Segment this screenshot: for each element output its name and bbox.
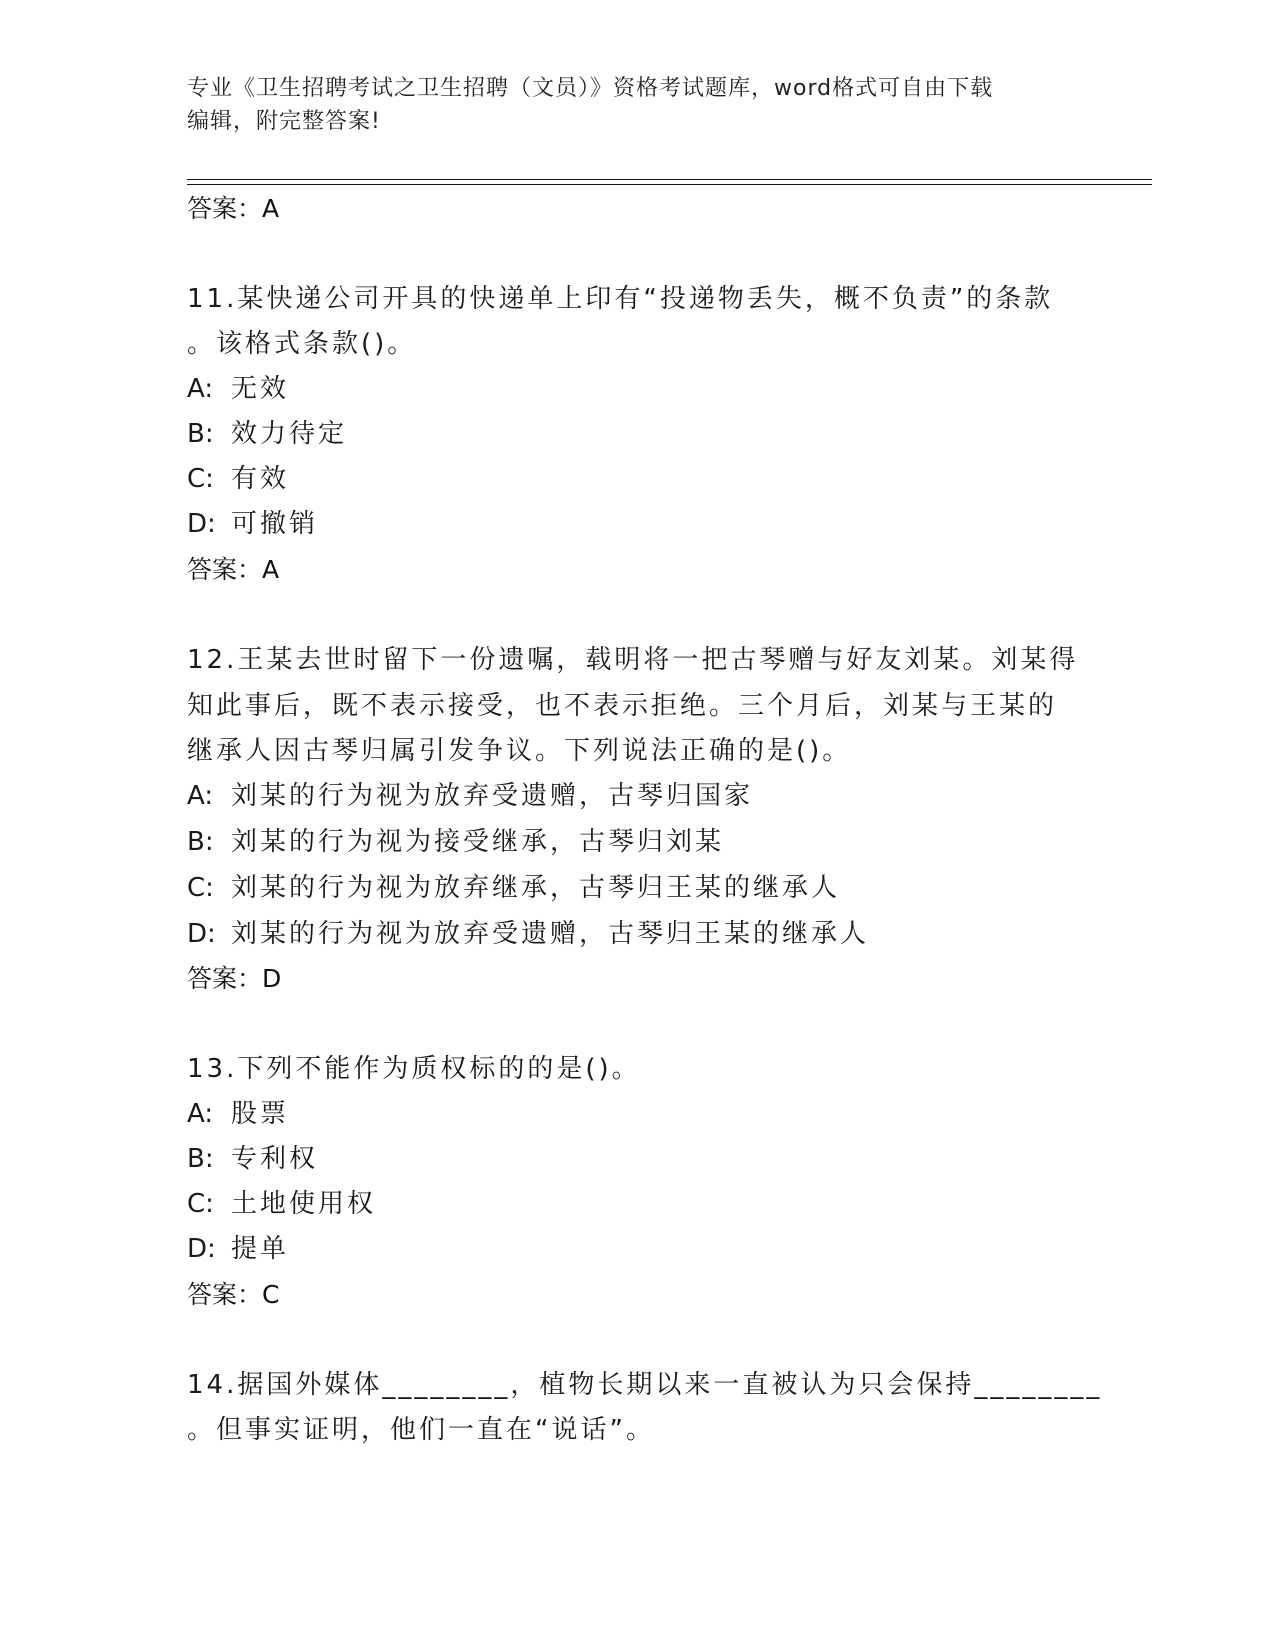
q13-stem-line-1: 13.下列不能作为质权标的的是()。 (187, 1054, 641, 1084)
q11-option-a-text: 无效 (231, 374, 290, 404)
q11-option-a-key: A: (187, 374, 214, 404)
q11-option-a (187, 367, 289, 412)
q13-option-c (187, 1182, 376, 1227)
q11-answer: 答案：A (187, 555, 280, 584)
q13-option-b-key: B: (187, 1144, 214, 1174)
q11-option-b-text: 效力待定 (231, 419, 348, 449)
q12-stem-line-2: 知此事后，既不表示接受，也不表示拒绝。三个月后，刘某与王某的 (187, 691, 1058, 721)
q13-option-c-text: 土地使用权 (231, 1189, 377, 1219)
q12-option-a-key: A: (187, 781, 214, 811)
q12-stem-line-3: 继承人因古琴归属引发争议。下列说法正确的是()。 (187, 736, 852, 766)
q11-option-d-text: 可撤销 (231, 509, 319, 539)
header-line-2: 编辑，附完整答案! (187, 109, 381, 134)
q12-option-d-key: D: (187, 919, 216, 949)
q14-stem-line-2: 。但事实证明，他们一直在“说话”。 (187, 1415, 655, 1445)
q12-answer: 答案：D (187, 964, 282, 993)
q11-stem-line-2: 。该格式条款()。 (187, 329, 417, 359)
q12-option-d-text: 刘某的行为视为放弃受遗赠，古琴归王某的继承人 (231, 919, 870, 949)
q13-option-a-text: 股票 (231, 1099, 290, 1129)
q13-option-b-text: 专利权 (231, 1144, 319, 1174)
q13-option-a-key: A: (187, 1099, 214, 1129)
q13-option-d-text: 提单 (231, 1234, 290, 1264)
header-divider-top (187, 179, 1152, 180)
q11-option-c-text: 有效 (231, 464, 290, 494)
q13-option-d (187, 1227, 289, 1272)
q13-option-b (187, 1137, 318, 1182)
q11-option-c-key: C: (187, 464, 214, 494)
q13-option-a (187, 1092, 289, 1137)
q14-stem-line-1: 14.据国外媒体________，植物长期以来一直被认为只会保持________ (187, 1370, 1103, 1400)
q12-option-b-key: B: (187, 827, 214, 857)
q12-option-a (187, 774, 753, 819)
header-line-1: 专业《卫生招聘考试之卫生招聘（文员）》资格考试题库，word格式可自由下载 (187, 76, 994, 101)
q11-stem-line-1: 11.某快递公司开具的快递单上印有“投递物丢失，概不负责”的条款 (187, 284, 1054, 314)
q11-option-b (187, 412, 347, 457)
document-header (187, 72, 1067, 138)
header-divider-bottom (187, 184, 1152, 185)
q13-option-c-key: C: (187, 1189, 214, 1219)
q12-option-d (187, 912, 869, 957)
previous-answer: 答案：A (187, 194, 280, 223)
q12-stem-line-1: 12.王某去世时留下一份遗嘱，载明将一把古琴赠与好友刘某。刘某得 (187, 645, 1079, 675)
q11-option-d-key: D: (187, 509, 216, 539)
q12-option-c-key: C: (187, 873, 214, 903)
q13-option-d-key: D: (187, 1234, 216, 1264)
q11-option-d (187, 502, 318, 547)
q11-option-c (187, 457, 289, 502)
q12-option-b (187, 820, 724, 865)
q11-option-b-key: B: (187, 419, 214, 449)
q12-option-a-text: 刘某的行为视为放弃受遗赠，古琴归国家 (231, 781, 754, 811)
q12-option-b-text: 刘某的行为视为接受继承，古琴归刘某 (231, 827, 725, 857)
q13-answer: 答案：C (187, 1280, 280, 1309)
q12-option-c-text: 刘某的行为视为放弃继承，古琴归王某的继承人 (231, 873, 841, 903)
q12-option-c (187, 866, 840, 911)
